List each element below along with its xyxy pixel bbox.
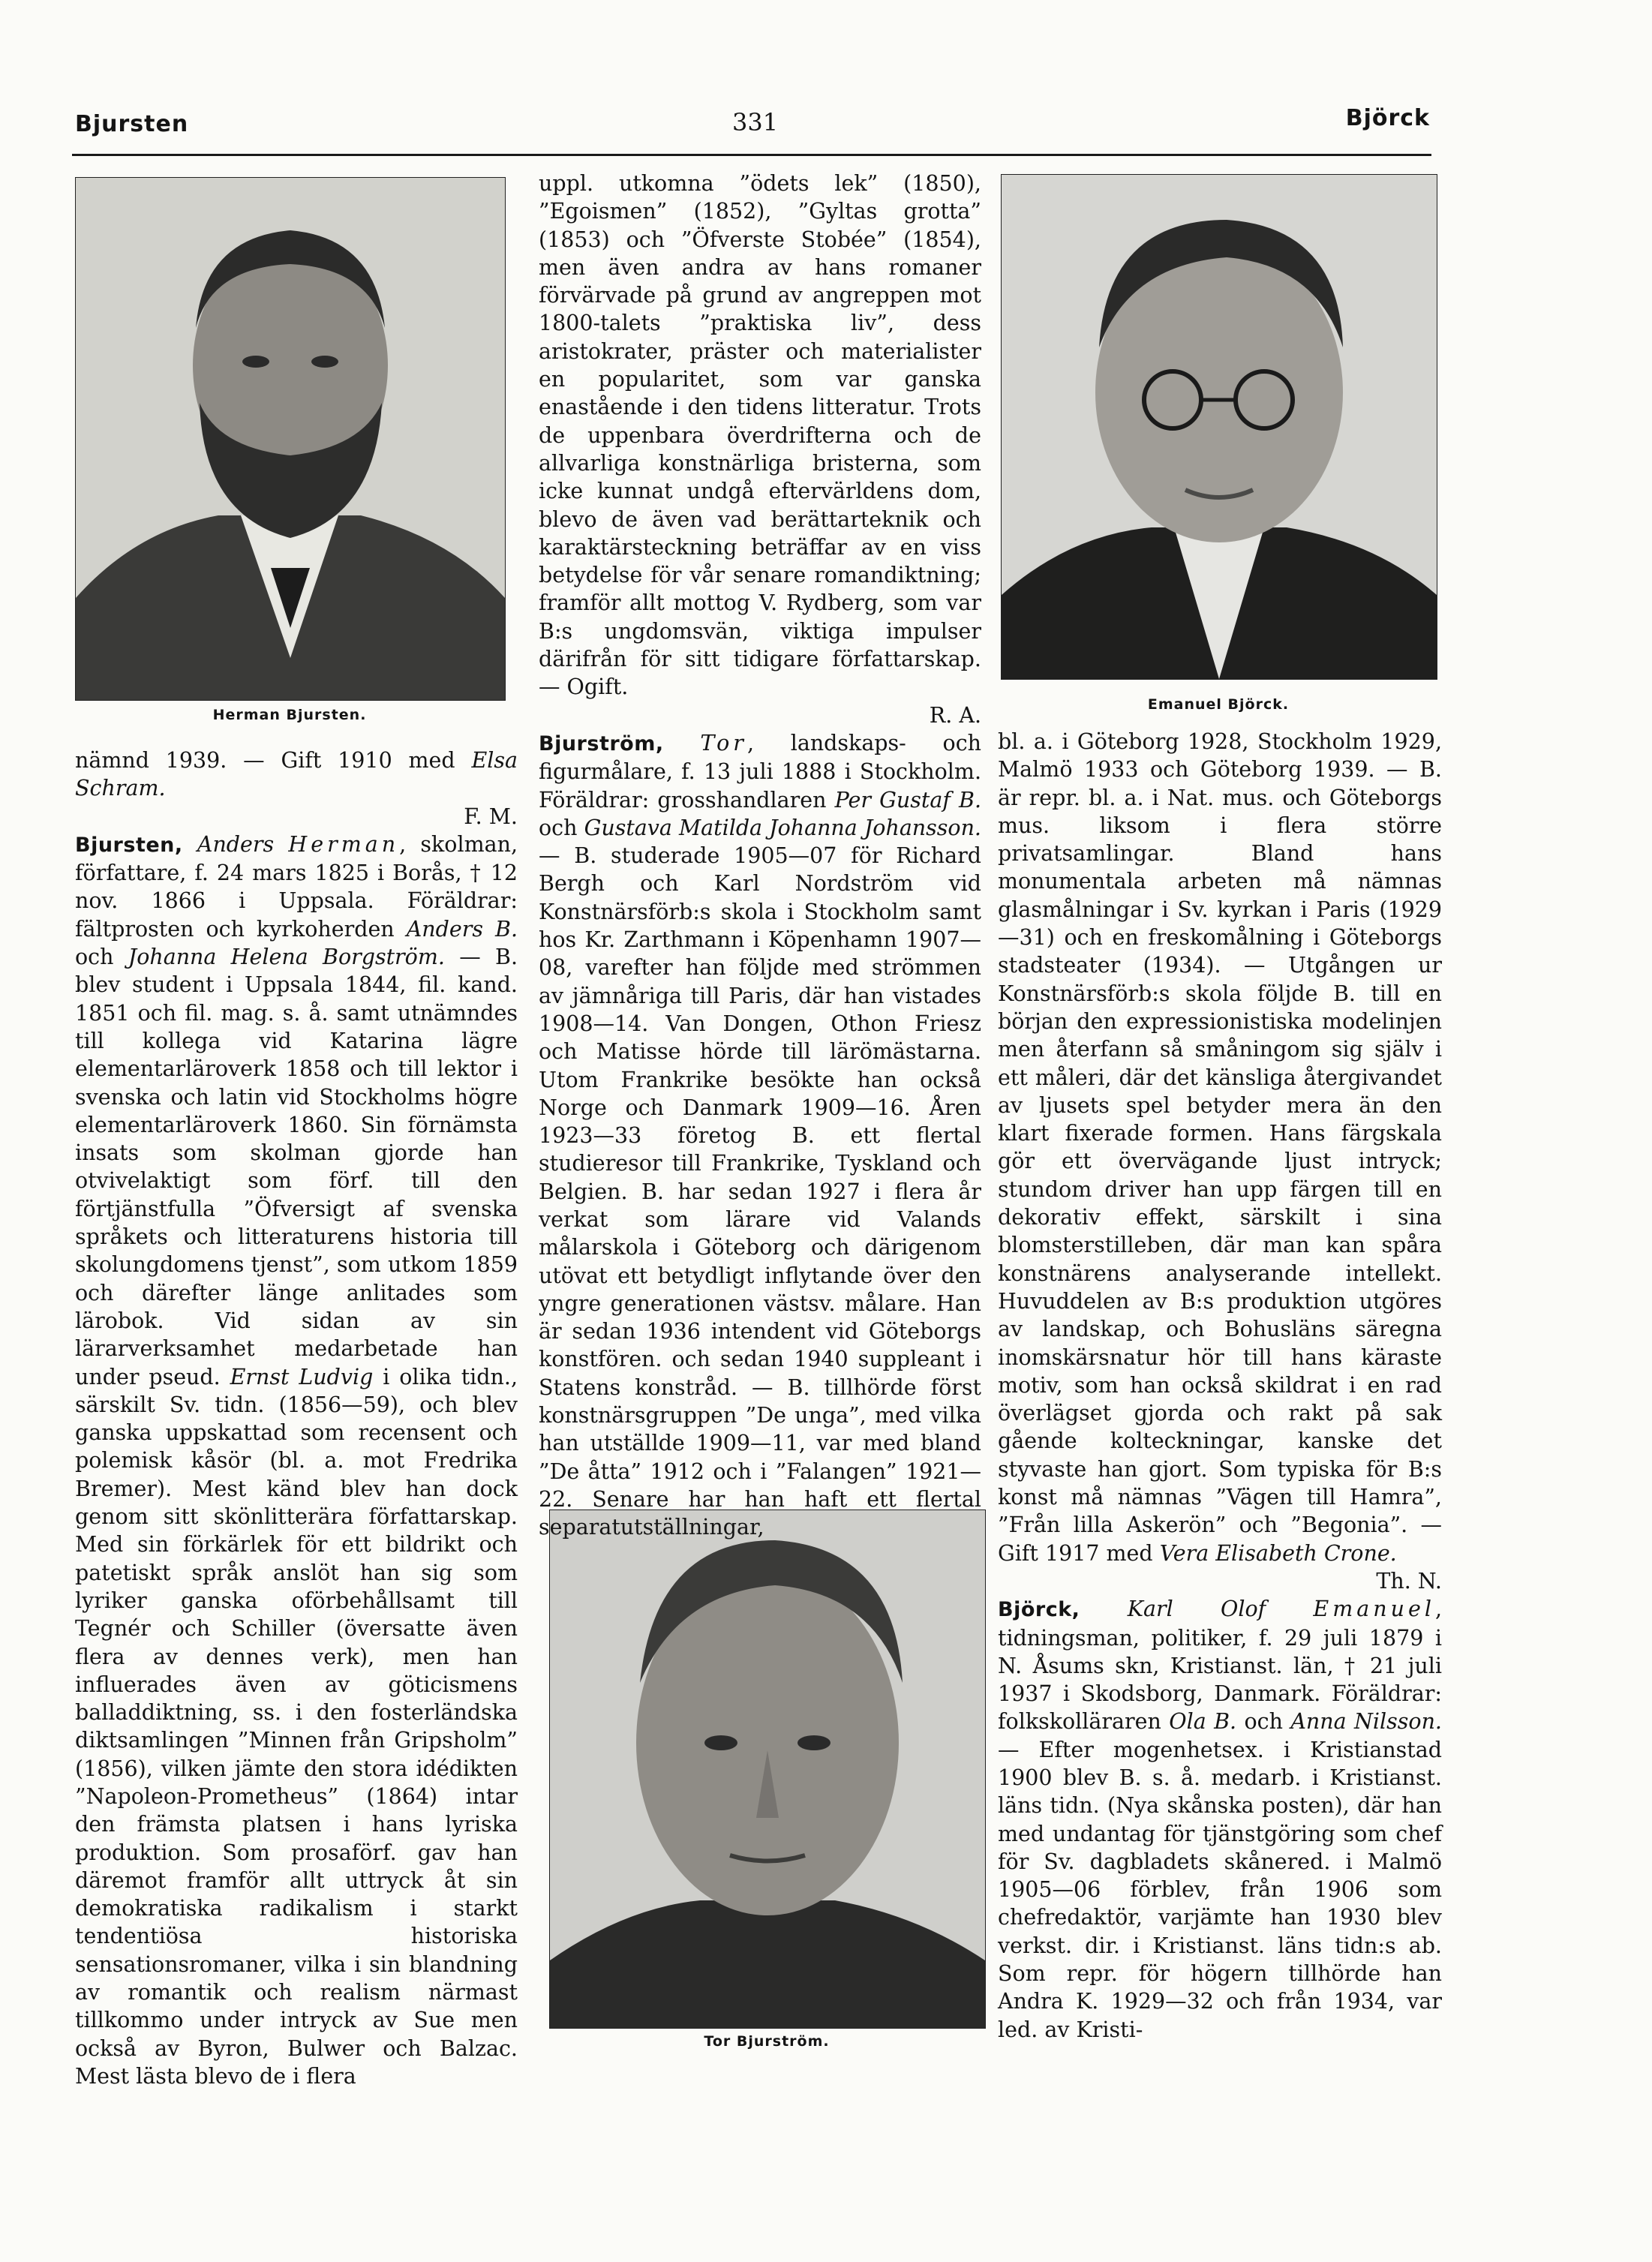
portrait-herman-graphic bbox=[76, 178, 505, 700]
calling-name: Herman bbox=[288, 831, 400, 857]
portrait-emanuel-graphic bbox=[1002, 175, 1437, 679]
portrait-tor-bjurstrom bbox=[549, 1510, 986, 2029]
text-column-3 bbox=[998, 728, 1442, 2044]
given-names: Anders bbox=[197, 831, 289, 857]
portrait-herman-bjursten bbox=[75, 177, 506, 701]
calling-name: Emanuel bbox=[1313, 1597, 1435, 1622]
text-run: , skolman, författare, f. 24 mars 1825 i Borås, † 12 nov. 1866 i Uppsala. Föräldrar: fältprosten och kyrkoherden bbox=[75, 831, 518, 942]
author-signature: R. A. bbox=[929, 702, 981, 728]
text-run: och bbox=[75, 945, 128, 970]
text-run: , tidningsman, politiker, f. 29 juli 1879 i N. Åsums skn, Kristianst. län, † 21 juli 1937 i Skodsborg, Danmark. Föräldrar: folkskolläraren bbox=[998, 1597, 1442, 1735]
spouse-name: Elsa Schram. bbox=[75, 748, 518, 801]
text-run: uppl. utkomna ”ödets lek” (1850), ”Egoismen” (1852), ”Gyltas grotta” (1853) och ”Öfverste Stobée” (1854), men även andra av hans romaner förvärvade på grund av angreppen mot 1800-talets ”praktiska liv”, dess aristokrater, präster och materialister en popularitet, som var ganska enastående i den tidens litteratur. Trots de uppenbara överdrifterna och de allvarliga konstnärliga bristerna, som icke kunnat undgå eftervärldens dom, blevo de även vad berättarteknik och karaktärsteckning beträffar av en viss betydelse för vår senare romandiktning; framför allt mottog V. Rydberg, som var B:s ungdomsvän, viktiga impulser därifrån för sitt tidigare författarskap. — Ogift. bbox=[539, 171, 981, 700]
running-head-right: Björck bbox=[1345, 105, 1430, 131]
parent-name: Anders B. bbox=[406, 916, 518, 942]
text-run: i olika tidn., särskilt Sv. tidn. (1856—59), och blev ganska uppskattad som recensent och polemisk kåsör (bl. a. mot Fredrika Bremer). Mest känd blev han dock genom sitt skönlitterära författarskap. Med sin förkärlek för ett bildrikt och patetiskt språk anslöt han sig som lyriker ganska oförbehållsamt till Tegnér och Schiller (översatte även flera av dennes verk), men han influerades även av göticismens balladdiktning, ss. i den fosterländska diktsamlingen ”Minnen från Gripsholm” (1856), vilken jämte den stora idédikten ”Napoleon-Prometheus” (1864) intar den främsta platsen i hans lyriska produktion. Som prosaförf. gav han däremot framför allt uttryck åt sin demokratiska radikalism i starkt tendentiösa historiska sensationsromaner, vilka i sin blandning av romantik och realism närmast tillkommo under intryck av Sue men också av Byron, Bulwer och Balzac. Mest lästa blevo de i flera bbox=[75, 1364, 518, 2089]
entry-headword: Bjurström, bbox=[539, 731, 664, 756]
entry-bjursten-herman bbox=[75, 831, 518, 2090]
parent-name: Anna Nilsson. bbox=[1290, 1709, 1442, 1735]
portrait-emanuel-bjorck bbox=[1001, 174, 1437, 680]
caption-tor: Tor Bjurström. bbox=[704, 2033, 830, 2050]
text-run: — B. blev student i Uppsala 1844, fil. kand. 1851 och fil. mag. s. å. samt utnämndes till kollega vid Katarina lägre elementarläroverk 1858 och till lektor i svenska och latin vid Stockholms högre elementarläroverk 1860. Sin förnämsta insats som skolman gjorde han otvivelaktigt som förf. till den förtjänstfulla ”Öfversigt af svenska språkets och litteraturens historia till skolungdomens tjenst”, som utkom 1859 och därefter länge anlitades som lärobok. Vid sidan av sin lärarverksamhet medarbetade han under pseud. bbox=[75, 945, 518, 1389]
calling-name: Tor bbox=[700, 730, 747, 756]
caption-herman: Herman Bjursten. bbox=[212, 707, 367, 723]
entry-continuation-paragraph bbox=[539, 170, 981, 729]
parent-name: Gustava Matilda Johanna Johansson. bbox=[584, 815, 981, 840]
caption-emanuel: Emanuel Björck. bbox=[1147, 696, 1290, 713]
given-names: Karl Olof bbox=[1127, 1597, 1314, 1622]
parent-name: Johanna Helena Borgström. bbox=[128, 945, 445, 970]
page-number: 331 bbox=[732, 108, 779, 137]
entry-bjurstrom-tor bbox=[539, 729, 981, 1542]
portrait-tor-graphic bbox=[550, 1510, 985, 2028]
text-run: och bbox=[1236, 1709, 1291, 1735]
header-rule bbox=[72, 154, 1431, 156]
text-run: nämnd 1939. — Gift 1910 med bbox=[75, 748, 472, 773]
text-column-1 bbox=[75, 746, 518, 2090]
entry-headword: Bjursten, bbox=[75, 833, 183, 857]
text-run: bl. a. i Göteborg 1928, Stockholm 1929, Malmö 1933 och Göteborg 1939. — B. är repr. bl. a. i Nat. mus. och Göteborgs mus. liksom i flera större privatsamlingar. Bland hans monumentala arbeten må nämnas glasmålningar i Sv. kyrkan i Paris (1929—31) och en freskomålning i Göteborgs stadsteater (1934). — Utgången ur Konstnärsförb:s skola följde B. till en början den expressionistiska modelinjen men återfann så småningom sig själv i ett måleri, där det känsliga återgivandet av ljusets spel betyder mera än den klart fixerade formen. Hans färgskala gör ett övervägande ljust intryck; stundom driver han upp färgen till en dekorativ effekt, särskilt i sina blomsterstilleben, där man kan spåra konstnärens analyserande intellekt. Huvuddelen av B:s produktion utgöres av landskap, och Bohusläns säregna inomskärsnatur hör till hans käraste motiv, som han också skildrat i en rad överlägset gjorda och rakt på sak gående kolteckningar, kanske det styvaste han gjort. Som typiska för B:s konst må nämnas ”Vägen till Hamra”, ”Från lilla Askerön” och ”Begonia”. — Gift 1917 med bbox=[998, 729, 1442, 1566]
entry-headword: Björck, bbox=[998, 1598, 1080, 1622]
running-head-left: Bjursten bbox=[75, 111, 189, 137]
parent-name: Ola B. bbox=[1169, 1709, 1237, 1735]
entry-continuation-paragraph bbox=[998, 728, 1442, 1595]
text-run: , landskaps- och figurmålare, f. 13 juli 1888 i Stockholm. Föräldrar: grosshandlaren bbox=[539, 730, 982, 813]
spouse-name: Vera Elisabeth Crone. bbox=[1159, 1540, 1397, 1566]
text-run: — Efter mogenhetsex. i Kristianstad 1900 blev B. s. å. medarb. i Kristianst. läns tidn. (Nya skånska posten), där han med undantag för tjänstgöring som chef för Sv. dagbladets skånered. i Malmö 1905—06 förblev, från 1906 som chefredaktör, varjämte han 1930 blev verkst. dir. i Kristianst. läns tidn:s ab. Som repr. för högern tillhörde han Andra K. 1929—32 och från 1934, var led. av Kristi- bbox=[998, 1737, 1442, 2042]
entry-continuation-paragraph bbox=[75, 746, 518, 831]
author-signature: F. M. bbox=[464, 804, 518, 829]
parent-name: Per Gustaf B. bbox=[834, 787, 982, 813]
text-column-2 bbox=[539, 170, 981, 1542]
entry-bjorck-emanuel bbox=[998, 1595, 1442, 2044]
author-signature: Th. N. bbox=[1376, 1568, 1442, 1594]
text-run: — B. studerade 1905—07 för Richard Bergh och Karl Nordström vid Konstnärsförb:s skola i Stockholm samt hos Kr. Zarthmann i Köpenhamn 1907—08, varefter han följde med strömmen av jämnåriga till Paris, där han vistades 1908—14. Van Dongen, Othon Friesz och Matisse hörde till lärömästarna. Utom Frankrike besökte han också Norge och Danmark 1909—16. Åren 1923—33 företog B. ett flertal studieresor till Frankrike, Tyskland och Belgien. B. har sedan 1927 i flera år verkat som lärare vid Valands målarskola i Göteborg och därigenom utövat ett betydligt inflytande över den yngre generationen västsv. målare. Han är sedan 1936 intendent vid Göteborgs konstfören. och sedan 1940 suppleant i Statens konstråd. — B. tillhörde först konstnärsgruppen ”De unga”, med vilka han utställde 1909—11, var med bland ”De åtta” 1912 och i ”Falangen” 1921—22. Senare har han haft ett flertal separatutställningar, bbox=[539, 843, 981, 1540]
pseudonym: Ernst Ludvig bbox=[230, 1364, 374, 1389]
text-run: och bbox=[539, 815, 584, 840]
